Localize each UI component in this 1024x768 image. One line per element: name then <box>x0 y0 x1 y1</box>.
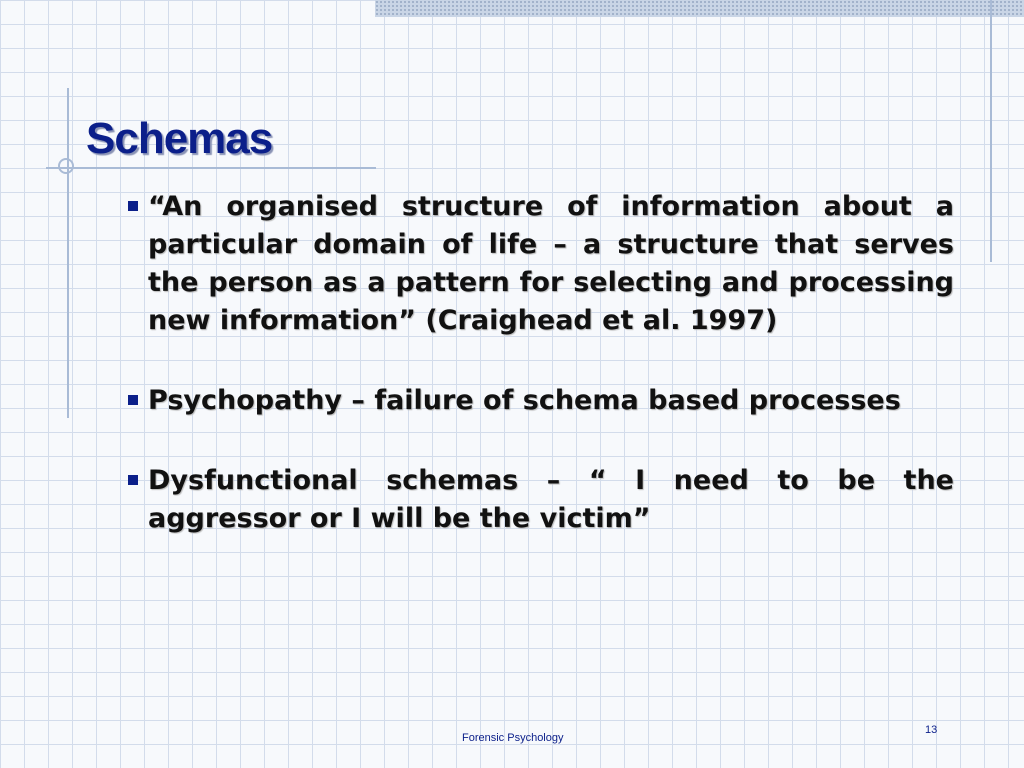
slide-title: Schemas <box>86 114 273 163</box>
bullet-item-psychopathy <box>128 382 954 420</box>
square-bullet-icon <box>128 395 138 405</box>
decorative-ring <box>58 158 74 174</box>
bullet-text: Psychopathy – failure of schema based processes <box>148 385 901 416</box>
square-bullet-icon <box>128 475 138 485</box>
page-number: 13 <box>925 724 938 736</box>
square-bullet-icon <box>128 201 138 211</box>
bullet-item-schema-definition <box>128 188 954 340</box>
bullet-text: Dysfunctional schemas – “ I need to be the aggressor or I will be the victim” <box>148 465 954 534</box>
title-underline <box>46 167 376 169</box>
top-decorative-band <box>375 0 1024 17</box>
bullet-item-dysfunctional-schemas <box>128 462 954 538</box>
slide-footer: Forensic Psychology <box>462 732 564 744</box>
bullet-list <box>128 188 954 538</box>
bullet-text: “An organised structure of information about a particular domain of life – a structure that serves the person as a pattern for selecting and processing new information” (Craighead et al. 1997) <box>148 191 954 336</box>
right-decorative-line <box>990 0 992 262</box>
left-decorative-line <box>67 88 69 418</box>
